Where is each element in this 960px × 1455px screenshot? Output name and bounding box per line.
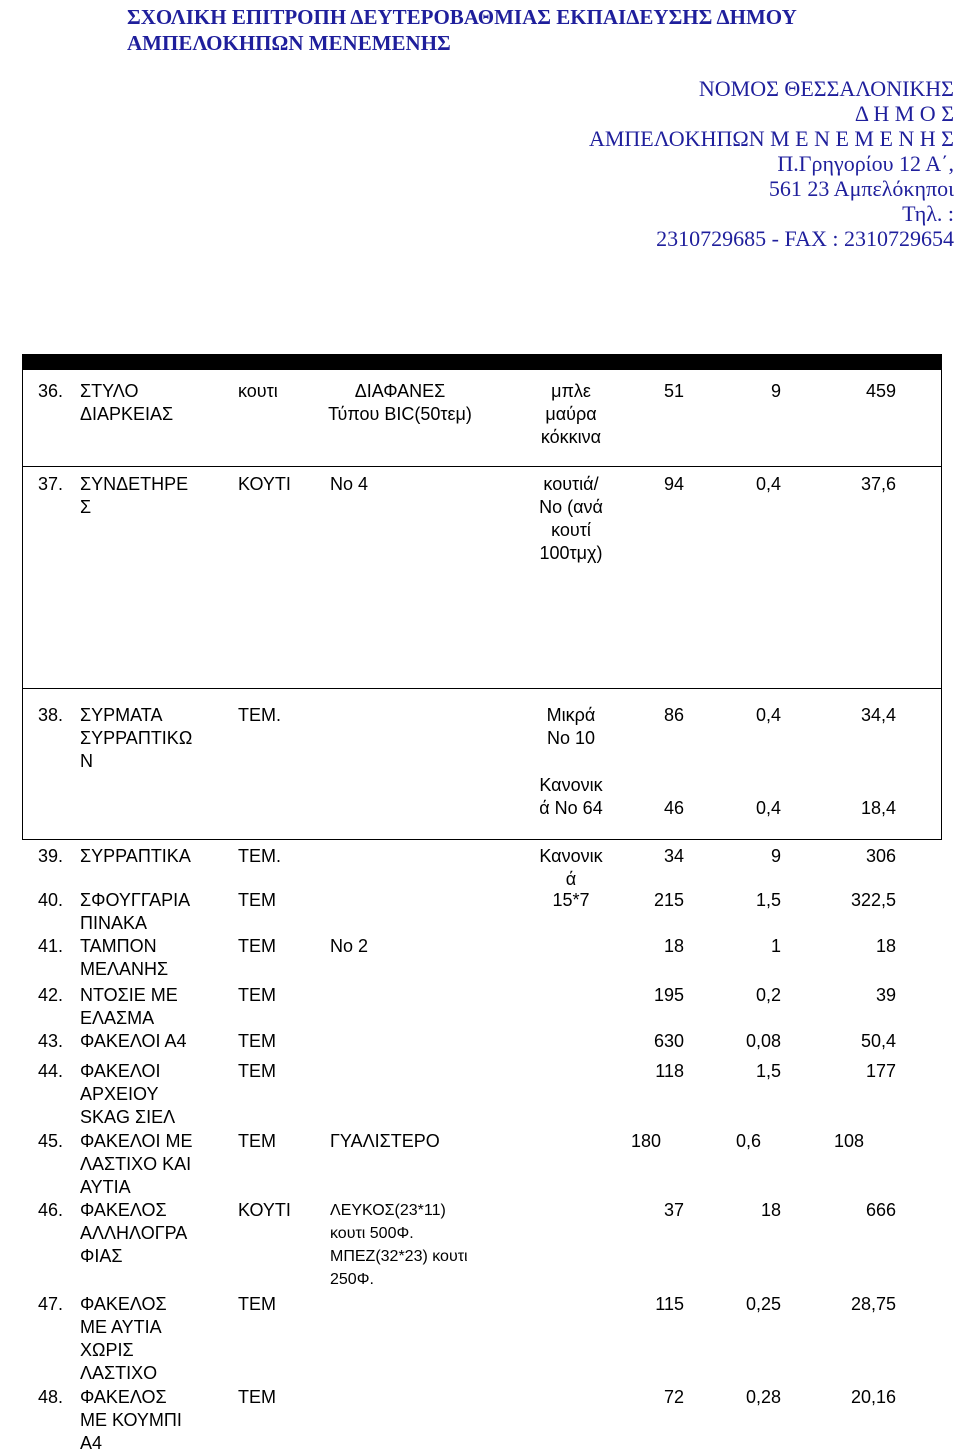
unit-price [725,1386,781,1409]
item-note-line: Μικρά [546,705,596,725]
quantity-line: 180 [630,1131,661,1151]
quantity-line: 72 [663,1387,684,1407]
quantity-line: 115 [655,1294,684,1314]
item-name-line: SKAG ΣΙΕΛ [80,1107,176,1127]
quantity [640,797,684,820]
item-name-line: ΜΕ ΑΥΤΙΑ [80,1317,162,1337]
unit [238,704,281,727]
item-note-line: μαύρα [545,404,597,424]
item-name [80,1030,230,1053]
line-total [808,1130,864,1153]
item-name [80,380,230,426]
unit-price-line: 0,2 [755,985,781,1005]
unit-price [705,1130,761,1153]
item-name-line: ΛΑΣΤΙΧΟ [80,1363,158,1383]
unit [238,380,278,403]
item-name [80,845,230,868]
line-total-line: 108 [833,1131,864,1151]
line-total-line: 18 [875,936,896,956]
tel-label: Τηλ. : [902,201,954,226]
unit-price-line: 0,08 [745,1031,781,1051]
unit-price-line: 0,28 [745,1387,781,1407]
item-name-line: ΑΥΤΙΑ [80,1177,131,1197]
row-divider [22,839,942,840]
line-total [840,984,896,1007]
unit-price-line: 18 [760,1200,781,1220]
item-description [330,1199,468,1291]
line-total-line: 322,5 [850,890,896,910]
address: Π.Γρηγορίου 12 Α΄, [777,151,954,176]
quantity [640,704,684,727]
quantity [640,845,684,868]
line-total [840,1293,896,1316]
committee-title-line2: ΑΜΠΕΛΟΚΗΠΩΝ ΜΕΝΕΜΕΝΗΣ [127,31,451,55]
item-name-line: ΦΑΚΕΛΟΣ [80,1294,167,1314]
quantity [640,473,684,496]
item-description-line: ΓΥΑΛΙΣΤΕΡΟ [330,1131,440,1151]
item-name [80,984,230,1030]
unit-price-line: 1 [770,936,781,956]
unit-price [725,380,781,403]
row-number-line: 40. [38,890,64,910]
quantity [640,889,684,912]
item-name-line: ΣΥΡΡΑΠΤΙΚΑ [80,846,191,866]
row-divider [22,466,942,467]
item-note-line: Κανονικ [539,775,603,795]
line-total-line: 28,75 [850,1294,896,1314]
unit-price [725,889,781,912]
line-total-line: 37,6 [860,474,896,494]
item-description-line: Τύπου BIC(50τεμ) [328,404,472,424]
unit-line: ΚΟΥΤΙ [238,1200,291,1220]
item-name-line: ΕΛΑΣΜΑ [80,1008,155,1028]
unit-price-line: 9 [770,846,781,866]
line-total-line: 39 [875,985,896,1005]
row-number [38,1386,63,1409]
line-total [840,1060,896,1083]
municipality-name: ΑΜΠΕΛΟΚΗΠΩΝ Μ Ε Ν Ε Μ Ε Ν Η Σ [588,126,954,151]
item-name [80,473,230,519]
item-name [80,889,230,935]
unit-price [725,845,781,868]
unit-price [725,984,781,1007]
item-name [80,1060,230,1129]
row-number-line: 38. [38,705,64,725]
item-description-line: Νο 4 [330,474,369,494]
line-total [840,889,896,912]
row-number-line: 37. [38,474,64,494]
unit-price [725,1060,781,1083]
unit-line: ΚΟΥΤΙ [238,474,291,494]
item-name-line: ΦΑΚΕΛΟΣ [80,1200,167,1220]
item-description-line: Νο 2 [330,936,369,956]
item-description-line: ΛΕΥΚΟΣ(23*11) [330,1202,446,1219]
row-number-line: 39. [38,846,64,866]
unit-line: ΤΕΜ [238,1061,276,1081]
item-name-line: ΦΑΚΕΛΟΙ [80,1061,161,1081]
item-note [515,845,627,891]
unit-line: ΤΕΜ [238,1387,276,1407]
item-note [515,473,627,565]
item-note-line: κουτιά/ [543,474,599,494]
line-total-line: 50,4 [860,1031,896,1051]
municipality: Δ Η Μ Ο Σ [854,101,954,126]
unit-price-line: 0,4 [755,705,781,725]
unit [238,984,276,1007]
unit-price-line: 0,6 [735,1131,761,1151]
item-note [515,380,627,449]
quantity-line: 630 [653,1031,684,1051]
unit-line: ΤΕΜ. [238,705,281,725]
table-right-border [941,354,942,840]
quantity-line: 195 [653,985,684,1005]
row-number [38,935,63,958]
unit [238,889,276,912]
quantity-line: 51 [663,381,684,401]
line-total-line: 306 [865,846,896,866]
item-note-line: Νο (ανά [539,497,603,517]
line-total-line: 666 [865,1200,896,1220]
unit [238,1293,276,1316]
item-name [80,1293,230,1385]
row-number [38,1130,63,1153]
quantity-line: 86 [663,705,684,725]
item-name-line: ΑΛΛΗΛΟΓΡΑ [80,1223,188,1243]
line-total [840,473,896,496]
unit-line: ΤΕΜ [238,1031,276,1051]
row-number-line: 36. [38,381,64,401]
item-name-line: ΣΦΟΥΓΓΑΡΙΑ [80,890,191,910]
row-number [38,380,63,403]
item-description [330,1130,440,1153]
item-name [80,1130,230,1199]
unit [238,1130,276,1153]
unit-price [725,1030,781,1053]
item-name-line: ΧΩΡΙΣ [80,1340,134,1360]
unit-price-line: 1,5 [755,1061,781,1081]
line-total-line: 18,4 [860,798,896,818]
unit-price-line: 0,4 [755,474,781,494]
item-name-line: ΜΕ ΚΟΥΜΠΙ [80,1410,182,1430]
item-name-line: ΛΑΣΤΙΧΟ ΚΑΙ [80,1154,192,1174]
item-note [515,704,627,750]
quantity [640,380,684,403]
quantity [617,1130,661,1153]
line-total [840,935,896,958]
unit-price [725,935,781,958]
row-number-line: 44. [38,1061,64,1081]
committee-title-line1: ΣΧΟΛΙΚΗ ΕΠΙΤΡΟΠΗ ΔΕΥΤΕΡΟΒΑΘΜΙΑΣ ΕΚΠΑΙΔΕΥΣΗΣ ΔΗΜΟΥ [127,5,797,29]
unit-line: κουτι [238,381,278,401]
item-note-line: κόκκινα [540,427,602,447]
quantity [640,1199,684,1222]
row-number-line: 42. [38,985,64,1005]
line-total [840,1030,896,1053]
unit [238,845,281,868]
item-name-line: ΑΡΧΕΙΟΥ [80,1084,159,1104]
quantity [640,1293,684,1316]
line-total-line: 20,16 [850,1387,896,1407]
item-note-line: κουτί [551,520,591,540]
unit-price [725,473,781,496]
unit-line: ΤΕΜ [238,890,276,910]
item-name-line: ΣΥΡΜΑΤΑ [80,705,163,725]
quantity-line: 34 [663,846,684,866]
row-number-line: 47. [38,1294,64,1314]
item-name-line: ΝΤΟΣΙΕ ΜΕ [80,985,178,1005]
row-number-line: 41. [38,936,64,956]
item-note-line: Νο 10 [546,728,596,748]
unit-price [725,1293,781,1316]
unit-line: ΤΕΜ [238,985,276,1005]
item-name-line: Ν [80,751,93,771]
unit [238,935,276,958]
row-number [38,1293,63,1316]
item-description-line: ΜΠΕΖ(32*23) κουτι [330,1248,468,1265]
quantity-line: 46 [663,798,684,818]
tel-fax: 2310729685 - FAX : 2310729654 [656,226,954,251]
table-left-border [22,354,23,840]
item-name-line: Σ [80,497,92,517]
quantity [640,935,684,958]
unit-line: ΤΕΜ. [238,846,281,866]
row-number [38,704,63,727]
item-name-line: ΣΥΡΡΑΠΤΙΚΩ [80,728,193,748]
row-number [38,1060,63,1083]
line-total-line: 34,4 [860,705,896,725]
line-total [840,704,896,727]
item-note-line: μπλε [551,381,591,401]
prefecture: ΝΟΜΟΣ ΘΕΣΣΑΛΟΝΙΚΗΣ [698,76,954,101]
line-total [840,1386,896,1409]
unit-line: ΤΕΜ [238,1294,276,1314]
item-name-line: ΤΑΜΠΟΝ [80,936,157,956]
row-number-line: 45. [38,1131,64,1151]
item-note-line: ά [565,869,577,889]
item-note [515,889,627,912]
item-name-line: ΣΥΝΔΕΤΗΡΕ [80,474,189,494]
item-note-line: 15*7 [552,890,590,910]
line-total [840,797,896,820]
item-name-line: ΦΙΑΣ [80,1246,123,1266]
item-note-line: 100τμχ) [539,543,603,563]
item-description [330,473,368,496]
unit-price [725,1199,781,1222]
unit [238,1199,291,1222]
unit [238,473,291,496]
quantity-line: 18 [663,936,684,956]
row-number [38,845,63,868]
quantity-line: 94 [663,474,684,494]
quantity [640,1060,684,1083]
unit-price-line: 1,5 [755,890,781,910]
line-total [840,845,896,868]
postal-code: 561 23 Αμπελόκηποι [768,176,954,201]
line-total [840,1199,896,1222]
line-total-line: 177 [865,1061,896,1081]
line-total-line: 459 [865,381,896,401]
unit [238,1060,276,1083]
quantity-line: 215 [653,890,684,910]
line-total [840,380,896,403]
unit-price-line: 9 [770,381,781,401]
row-number-line: 48. [38,1387,64,1407]
unit-price [725,797,781,820]
unit [238,1386,276,1409]
item-name-line: Α4 [80,1433,103,1453]
item-name-line: ΦΑΚΕΛΟΙ ΜΕ [80,1131,193,1151]
item-description-line: ΔΙΑΦΑΝΕΣ [354,381,446,401]
row-number [38,889,63,912]
committee-title [127,4,797,56]
quantity-line: 118 [655,1061,684,1081]
item-name [80,1386,230,1455]
item-description [330,935,368,958]
item-name-line: ΣΤΥΛΟ [80,381,139,401]
item-note [515,774,627,820]
item-name [80,704,230,773]
item-description [300,380,500,426]
municipality-block [589,76,954,251]
unit-line: ΤΕΜ [238,936,276,956]
quantity [640,1386,684,1409]
item-name-line: ΦΑΚΕΛΟΣ [80,1387,167,1407]
quantity [640,984,684,1007]
unit-line: ΤΕΜ [238,1131,276,1151]
row-number-line: 46. [38,1200,64,1220]
item-note-line: ά Νο 64 [539,798,603,818]
unit-price-line: 0,25 [745,1294,781,1314]
item-name-line: ΠΙΝΑΚΑ [80,913,148,933]
quantity-line: 37 [663,1200,684,1220]
unit [238,1030,276,1053]
item-description-line: 250Φ. [330,1271,374,1288]
row-number [38,984,63,1007]
row-divider [22,688,942,689]
unit-price [725,704,781,727]
quantity [640,1030,684,1053]
item-name-line: ΜΕΛΑΝΗΣ [80,959,169,979]
item-name [80,1199,230,1268]
row-number-line: 43. [38,1031,64,1051]
item-name [80,935,230,981]
row-number [38,473,63,496]
item-description-line: κουτι 500Φ. [330,1225,414,1242]
unit-price-line: 0,4 [755,798,781,818]
row-number [38,1199,63,1222]
row-number [38,1030,63,1053]
item-note-line: Κανονικ [539,846,603,866]
item-name-line: ΦΑΚΕΛΟΙ Α4 [80,1031,187,1051]
item-name-line: ΔΙΑΡΚΕΙΑΣ [80,404,174,424]
table-header-band [22,354,942,370]
